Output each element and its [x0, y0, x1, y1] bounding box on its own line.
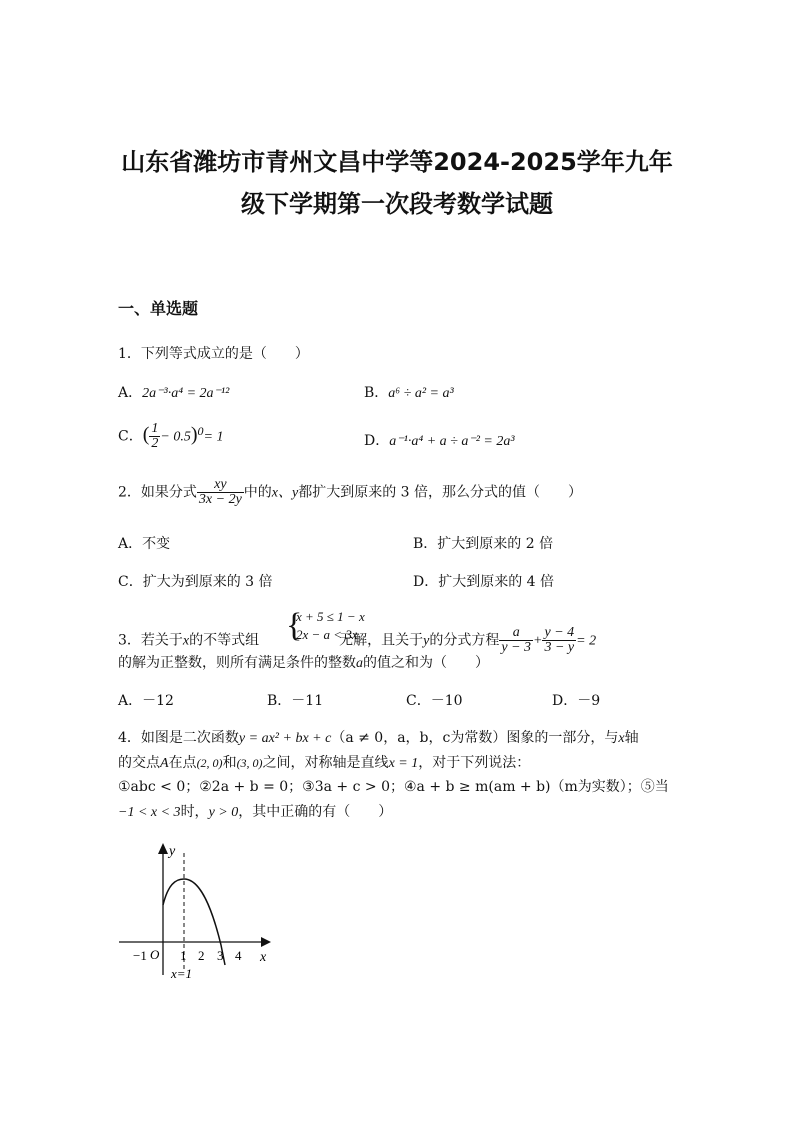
q3-option-c: C．－10 [406, 693, 463, 709]
q2-prefix: 2．如果分式 [118, 484, 197, 501]
q4-function: y = ax² + bx + c [238, 731, 332, 746]
q4-l1-end: 轴 [624, 730, 639, 746]
q4-l2-a: 的交点 [118, 755, 160, 771]
q2-frac-num: xy [197, 478, 244, 493]
q1-option-c-rest: − 0.5 [160, 429, 191, 445]
q1-option-b [364, 382, 454, 402]
q1-option-a [118, 382, 229, 402]
q3-eq-fraction-1 [499, 626, 533, 655]
section-heading: 一、单选题 [118, 299, 199, 318]
q4-condition: y > 0 [208, 805, 239, 820]
q3-option-d: D．－9 [552, 693, 601, 709]
q2-option-b: B．扩大到原来的 2 倍 [413, 536, 554, 552]
q3-eq-f2-den: 3 − y [544, 640, 575, 655]
q4-l4-b: ，其中正确的有（ ） [238, 804, 393, 820]
tick-label-1: 1 [180, 948, 187, 963]
q3-line2-end: 的值之和为（ ） [363, 655, 489, 671]
q3-stem-line-2 [118, 652, 489, 672]
q1-option-c-label: C． [118, 428, 143, 445]
q4-l1-cond: （a ≠ 0，a，b，c为常数）图象的一部分，与 [331, 730, 619, 746]
q2-vars: x、y [271, 485, 299, 501]
q1-option-c-fraction [149, 422, 160, 451]
tick-label-minus-1: −1 [133, 948, 147, 963]
tick-label-4: 4 [235, 948, 242, 963]
q4-l1-x: x [618, 731, 625, 746]
q4-l2-b: 在点 [168, 755, 197, 771]
q1-option-d-expr: a⁻¹·a⁴ + a ÷ a⁻² = 2a³ [389, 434, 515, 449]
q1-option-c-frac-num: 1 [151, 421, 159, 436]
parabola-figure [113, 835, 293, 985]
q3-mid3: 的分式方程 [429, 632, 500, 649]
tick-label-3: 3 [217, 948, 224, 963]
q4-axis: x = 1 [388, 756, 419, 771]
symmetry-axis-caption: x=1 [171, 966, 193, 981]
q4-line-3: ①abc < 0；②2a + b = 0；③3a + c > 0；④a + b ≥ m(am + b)（m为实数）；⑤当 [118, 779, 669, 795]
q4-l4-a: 时， [180, 804, 209, 820]
q3-y-var: y [423, 633, 430, 649]
q4-l2-c: 和 [222, 755, 237, 771]
q2-option-c: C．扩大为到原来的 3 倍 [118, 574, 273, 590]
y-axis-arrow [158, 843, 168, 854]
origin-label: O [150, 947, 160, 962]
q2-option-d: D．扩大到原来的 4 倍 [413, 574, 555, 590]
q3-option-a: A．－12 [118, 693, 174, 709]
document-title-line-2: 级下学期第一次段考数学试题 [241, 190, 553, 218]
q4-point-2: (3, 0) [236, 756, 263, 770]
y-axis-label: y [169, 844, 176, 859]
q3-x-var: x [182, 633, 190, 649]
q4-range: −1 < x < 3 [118, 805, 181, 820]
q2-fraction [197, 478, 244, 507]
x-axis-label: x [260, 950, 267, 965]
q4-point-1: (2, 0) [196, 756, 223, 770]
q1-option-c-exponent: 0 [197, 423, 204, 438]
q3-mid1: 的不等式组 [189, 632, 260, 649]
q3-prefix: 3．若关于 [118, 632, 183, 649]
document-title-line-1: 山东省潍坊市青州文昌中学等2024-2025学年九年 [121, 148, 673, 176]
q2-stem [118, 478, 582, 507]
q4-line-2 [118, 752, 530, 772]
q4-l2-d: 之间，对称轴是直线 [262, 755, 389, 771]
q3-a-var: a [356, 656, 363, 671]
parabola-curve [163, 879, 225, 965]
q3-eq-rhs: = 2 [576, 633, 597, 649]
q2-mid: 中的 [243, 484, 272, 501]
q4-l1-prefix: 4．如图是二次函数 [118, 730, 239, 746]
q3-inequality-1: x + 5 ≤ 1 − x [296, 609, 365, 624]
q2-frac-den: 3x − 2y [198, 492, 242, 507]
q2-suffix: 都扩大到原来的 3 倍，那么分式的值（ ） [298, 484, 583, 501]
q1-option-c-eq: = 1 [203, 429, 224, 445]
q1-option-a-expr: 2a⁻³·a⁴ = 2a⁻¹² [142, 386, 230, 401]
q1-option-c [118, 422, 223, 451]
q3-line2: 的解为正整数，则所有满足条件的整数 [118, 655, 356, 671]
q1-option-a-label: A． [118, 385, 143, 401]
q4-point-a: A [160, 756, 169, 771]
q3-mid2: 无解，且关于 [339, 632, 424, 649]
q3-eq-f1-num: a [499, 626, 533, 641]
q2-option-a: A．不变 [118, 536, 171, 552]
q1-stem: 1．下列等式成立的是（ ） [118, 346, 309, 362]
q3-option-b: B．－11 [267, 693, 324, 709]
q1-option-c-paren-right: ) [190, 423, 198, 446]
x-axis-arrow [261, 937, 271, 947]
q1-option-b-label: B． [364, 385, 389, 401]
q1-option-c-paren-left: ( [142, 423, 150, 446]
q3-eq-f1-den: y − 3 [501, 640, 532, 655]
q4-line-4 [118, 801, 392, 821]
q1-option-d [364, 430, 515, 450]
q3-eq-fraction-2 [542, 626, 576, 655]
q1-option-c-frac-den: 2 [151, 436, 159, 451]
q4-line-1 [118, 727, 639, 747]
q1-option-b-expr: a⁶ ÷ a² = a³ [388, 386, 454, 401]
tick-label-2: 2 [198, 948, 205, 963]
q3-inequality-2: 2x − a < 3x [296, 627, 358, 642]
q4-l2-e: ，对于下列说法： [418, 755, 531, 771]
q3-eq-f2-num: y − 4 [544, 625, 575, 640]
q3-eq-plus: + [533, 633, 543, 649]
q1-option-d-label: D． [364, 433, 390, 449]
